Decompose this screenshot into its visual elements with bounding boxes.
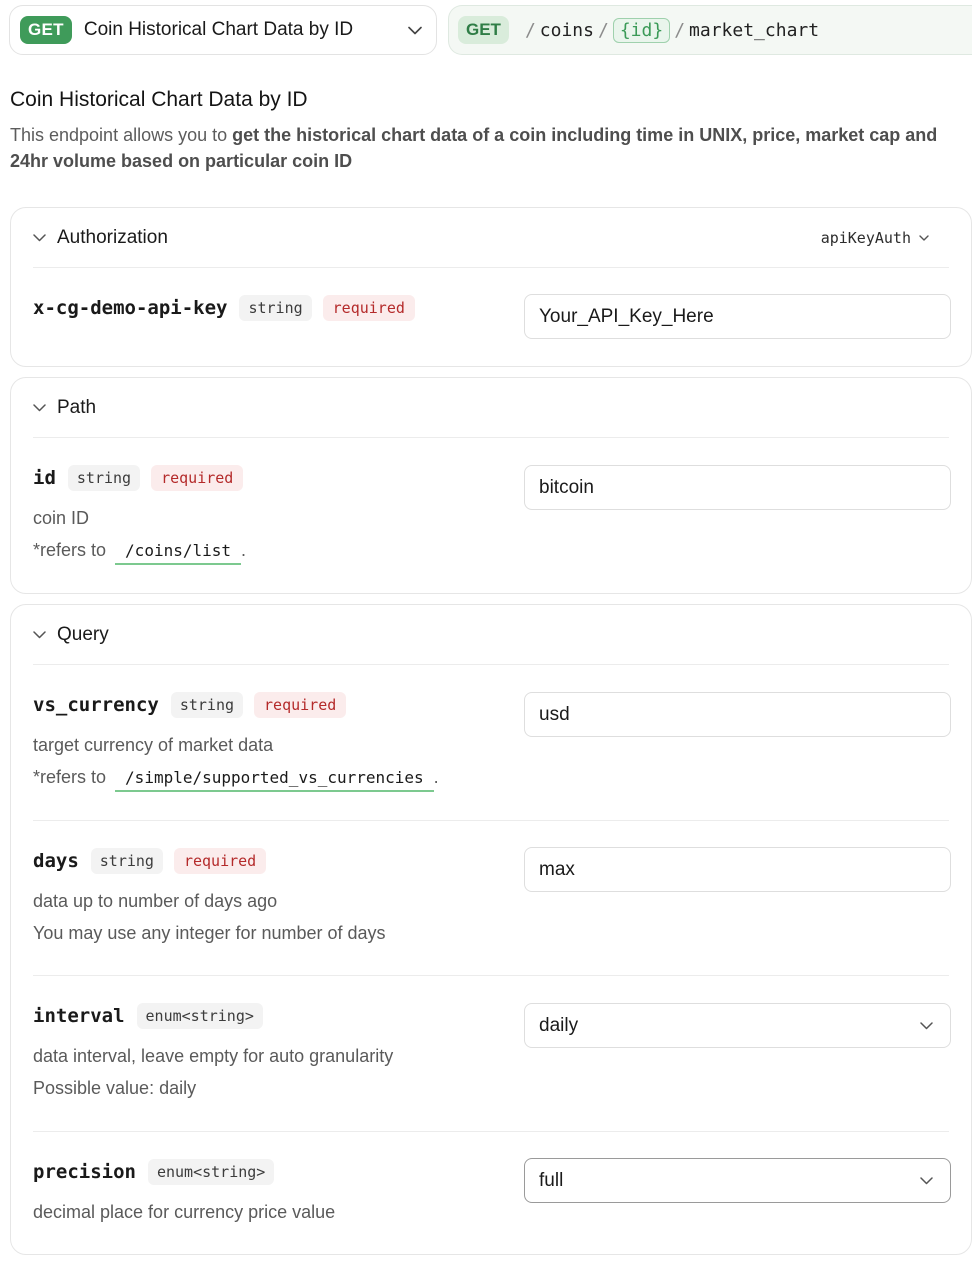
url-separator: /	[674, 19, 686, 41]
type-badge: string	[239, 295, 311, 321]
endpoint-name: Coin Historical Chart Data by ID	[83, 19, 354, 40]
description-bold: get the historical chart data of a coin including time in UNIX, price, market cap and 24hr volume based on particular coin ID	[10, 125, 938, 171]
param-name: id	[33, 467, 56, 489]
param-head	[33, 294, 415, 322]
authorization-card	[10, 207, 972, 367]
path-header[interactable]	[33, 378, 949, 438]
param-row-interval	[33, 975, 949, 1131]
type-badge: enum<string>	[148, 1159, 274, 1185]
type-badge: string	[171, 692, 243, 718]
param-name: days	[33, 850, 79, 872]
interval-value: daily	[539, 1014, 579, 1036]
endpoint-selector[interactable]	[9, 5, 437, 55]
param-row-id	[33, 438, 949, 595]
url-separator: /	[524, 19, 536, 41]
param-name: x-cg-demo-api-key	[33, 297, 228, 319]
refers-prefix: *refers to	[33, 767, 107, 787]
param-description: data interval, leave empty for auto granularity	[33, 1046, 394, 1066]
id-input[interactable]	[524, 465, 951, 510]
path-title: Path	[57, 396, 97, 418]
query-card	[10, 604, 972, 1255]
days-value: max	[539, 858, 575, 880]
url-bar	[448, 5, 972, 55]
chevron-down-icon	[920, 1018, 936, 1034]
refers-suffix: .	[433, 767, 439, 787]
refers-link[interactable]: /coins/list	[115, 539, 241, 565]
page-description	[10, 122, 965, 174]
url-path	[521, 18, 819, 43]
param-description-extra: You may use any integer for number of days	[33, 923, 386, 943]
required-badge: required	[151, 465, 243, 491]
precision-select[interactable]	[524, 1158, 951, 1203]
param-head	[33, 1002, 263, 1030]
param-row-days	[33, 820, 949, 975]
precision-value: full	[539, 1169, 564, 1191]
param-head	[33, 464, 243, 492]
param-description: data up to number of days ago	[33, 891, 278, 911]
param-description: target currency of market data	[33, 735, 274, 755]
url-path-param: {id}	[613, 18, 670, 43]
type-badge: string	[68, 465, 140, 491]
chevron-down-icon	[406, 21, 424, 39]
param-description: decimal place for currency price value	[33, 1202, 336, 1222]
interval-select[interactable]	[524, 1003, 951, 1048]
chevron-down-icon	[920, 1173, 936, 1189]
api-key-value: Your_API_Key_Here	[539, 305, 714, 327]
param-refers	[33, 761, 439, 793]
type-badge: string	[91, 848, 163, 874]
authorization-header[interactable]	[33, 208, 949, 268]
param-name: precision	[33, 1161, 136, 1183]
auth-scheme-select[interactable]	[821, 229, 931, 247]
id-value: bitcoin	[539, 476, 594, 498]
refers-suffix: .	[241, 540, 247, 560]
param-head	[33, 847, 266, 875]
description-prefix: This endpoint allows you to	[10, 125, 233, 145]
query-title: Query	[57, 623, 109, 645]
vs-currency-value: usd	[539, 703, 570, 725]
authorization-title: Authorization	[57, 226, 168, 248]
refers-prefix: *refers to	[33, 540, 107, 560]
refers-link[interactable]: /simple/supported_vs_currencies	[115, 766, 434, 792]
url-segment: coins	[539, 19, 594, 41]
type-badge: enum<string>	[137, 1003, 263, 1029]
url-separator: /	[597, 19, 609, 41]
param-head	[33, 1158, 274, 1186]
param-head	[33, 691, 346, 719]
api-key-input[interactable]	[524, 294, 951, 339]
param-description-extra: Possible value: daily	[33, 1078, 197, 1098]
required-badge: required	[174, 848, 266, 874]
chevron-down-icon	[33, 230, 49, 246]
chevron-down-icon	[33, 627, 49, 643]
required-badge: required	[254, 692, 346, 718]
path-card	[10, 377, 972, 594]
query-header[interactable]	[33, 605, 949, 665]
param-description: coin ID	[33, 508, 90, 528]
url-method-badge: GET	[458, 16, 509, 44]
param-refers	[33, 534, 246, 566]
param-name: vs_currency	[33, 694, 159, 716]
auth-scheme-label: apiKeyAuth	[820, 228, 911, 247]
method-badge: GET	[20, 16, 72, 44]
days-input[interactable]	[524, 847, 951, 892]
url-segment: market_chart	[689, 19, 820, 41]
required-badge: required	[323, 295, 415, 321]
chevron-down-icon	[33, 400, 49, 416]
param-row-vs-currency	[33, 665, 949, 820]
param-name: interval	[33, 1005, 125, 1027]
chevron-down-icon	[919, 232, 931, 244]
vs-currency-input[interactable]	[524, 692, 951, 737]
page-title: Coin Historical Chart Data by ID	[10, 88, 308, 111]
